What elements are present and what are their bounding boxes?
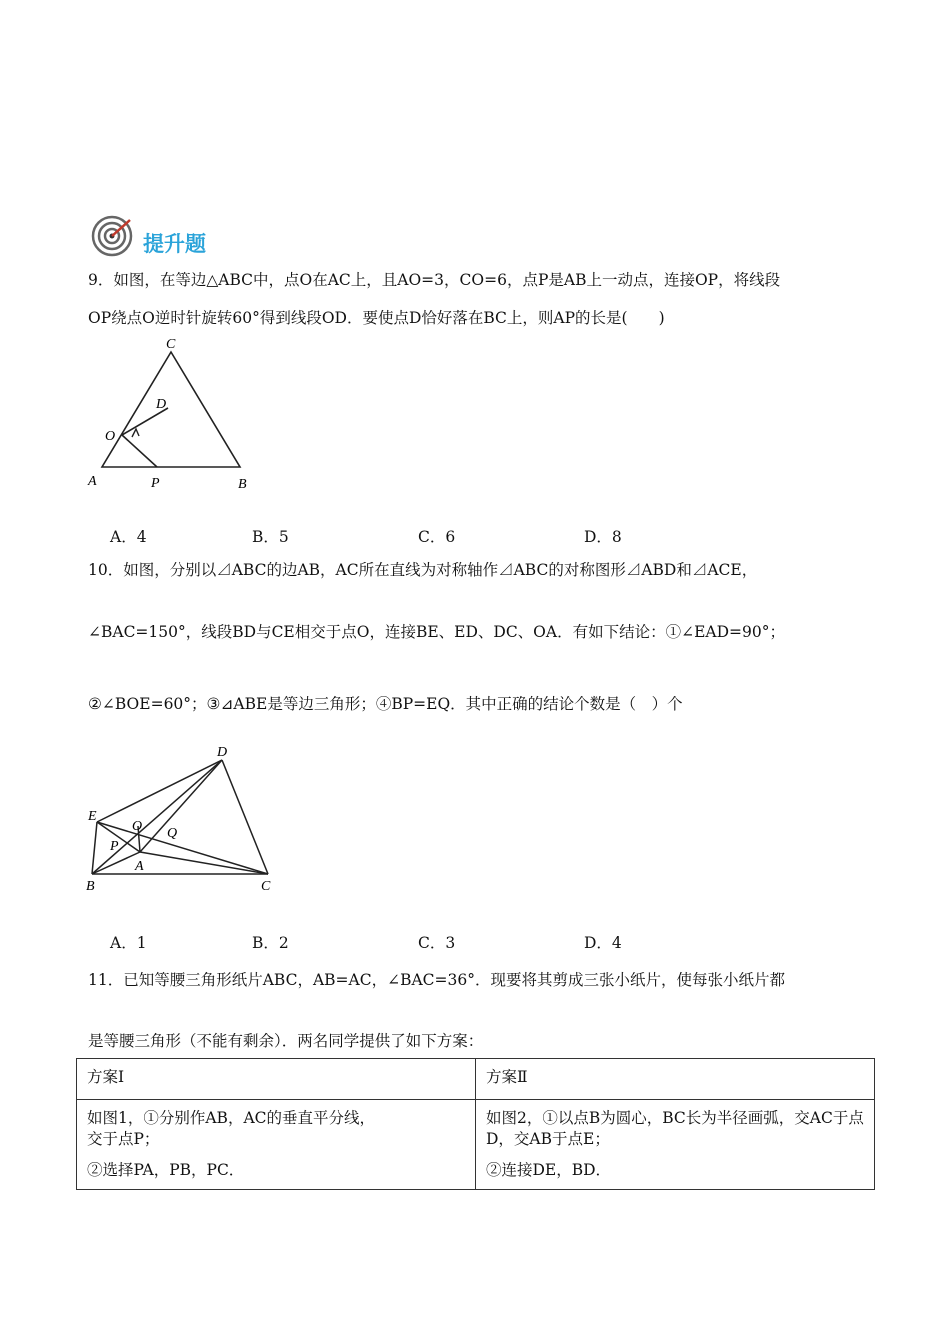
label-A: A bbox=[135, 859, 144, 874]
q10-option-d: D．4 bbox=[584, 934, 622, 952]
label-O: O bbox=[132, 819, 143, 834]
q10-text-line3: ②∠BOE=60°；③⊿ABE是等边三角形；④BP=EQ．其中正确的结论个数是（ ）个 bbox=[88, 695, 683, 713]
label-P: P bbox=[110, 839, 119, 854]
section-title: 提升题 bbox=[143, 232, 206, 256]
q10-figure bbox=[80, 740, 280, 900]
plan1-step1-cont: 交于点P； bbox=[87, 1130, 160, 1148]
q10-option-b: B．2 bbox=[252, 934, 289, 952]
plan1-content bbox=[77, 1100, 476, 1190]
label-C: C bbox=[166, 337, 176, 352]
q11-text-line1: 11．已知等腰三角形纸片ABC，AB=AC，∠BAC=36°．现要将其剪成三张小纸片，使每张小纸片都 bbox=[88, 971, 785, 989]
label-B: B bbox=[238, 477, 247, 492]
q10-text-line1: 10．如图，分别以⊿ABC的边AB，AC所在直线为对称轴作⊿ABC的对称图形⊿ABD和⊿ACE， bbox=[88, 561, 758, 579]
plan2-step2: ②连接DE，BD． bbox=[486, 1161, 612, 1179]
label-Q: Q bbox=[167, 826, 178, 841]
plan2-step1: 如图2，①以点B为圆心，BC长为半径画弧，交AC于点 bbox=[486, 1109, 864, 1127]
plan2-content bbox=[476, 1100, 875, 1190]
plans-table bbox=[76, 1058, 875, 1190]
label-D: D bbox=[156, 397, 167, 412]
q9-option-b: B．5 bbox=[252, 528, 289, 546]
q9-option-c: C．6 bbox=[418, 528, 456, 546]
plan2-header: 方案Ⅱ bbox=[476, 1059, 875, 1100]
q9-figure bbox=[80, 335, 280, 495]
q10-option-a: A．1 bbox=[110, 934, 147, 952]
q11-text-line2: 是等腰三角形（不能有剩余）．两名同学提供了如下方案： bbox=[88, 1032, 484, 1050]
q9-text-line1: 9．如图，在等边△ABC中，点O在AC上，且AO=3，CO=6，点P是AB上一动点，连接OP，将线段 bbox=[88, 271, 781, 289]
plan1-header: 方案Ⅰ bbox=[77, 1059, 476, 1100]
label-O: O bbox=[105, 429, 116, 444]
plan1-step1: 如图1，①分别作AB，AC的垂直平分线， bbox=[87, 1109, 375, 1127]
label-E: E bbox=[88, 809, 97, 824]
target-icon bbox=[90, 212, 140, 262]
q9-option-d: D．8 bbox=[584, 528, 622, 546]
q10-text-line2: ∠BAC=150°，线段BD与CE相交于点O，连接BE、ED、DC、OA．有如下结论：①∠EAD=90°； bbox=[88, 623, 785, 641]
q10-option-c: C．3 bbox=[418, 934, 456, 952]
label-C: C bbox=[261, 879, 271, 894]
plan2-step1-cont: D，交AB于点E； bbox=[486, 1130, 610, 1148]
q9-option-a: A．4 bbox=[110, 528, 147, 546]
label-B: B bbox=[86, 879, 95, 894]
label-P: P bbox=[151, 476, 160, 491]
plan1-step2: ②选择PA，PB，PC． bbox=[87, 1161, 245, 1179]
label-A: A bbox=[88, 474, 97, 489]
q9-text-line2: OP绕点O逆时针旋转60°得到线段OD．要使点D恰好落在BC上，则AP的长是( ) bbox=[88, 309, 665, 327]
label-D: D bbox=[217, 745, 228, 760]
